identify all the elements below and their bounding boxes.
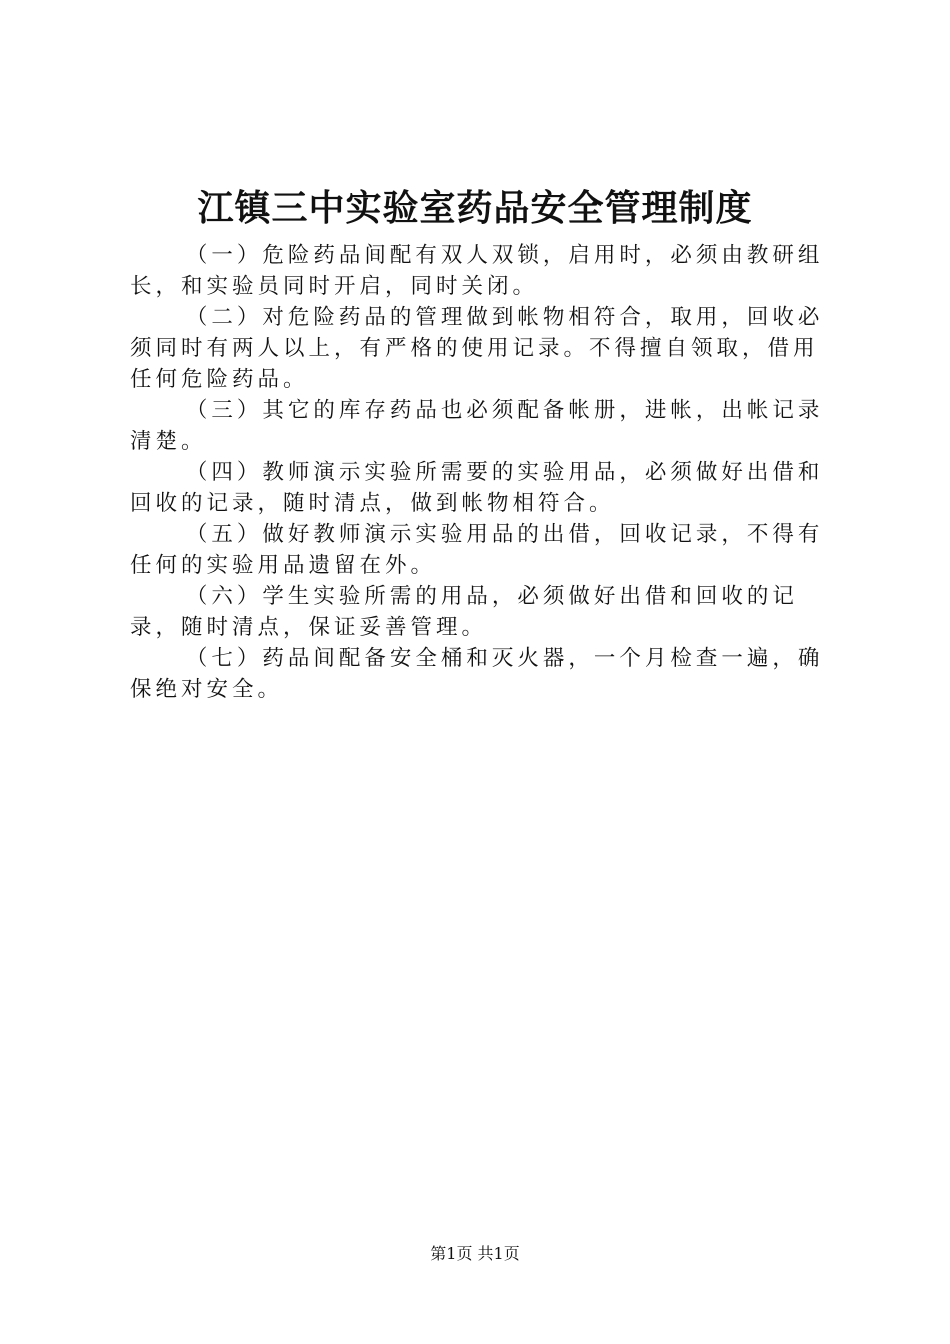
- page-footer: 第1页 共1页: [430, 1244, 520, 1263]
- paragraph-4: （四）教师演示实验所需要的实验用品，必须做好出借和回收的记录，随时清点，做到帐物相符合。: [130, 460, 824, 516]
- paragraph-1: （一）危险药品间配有双人双锁，启用时，必须由教研组长，和实验员同时开启，同时关闭。: [130, 243, 824, 299]
- paragraph-5: （五）做好教师演示实验用品的出借，回收记录，不得有任何的实验用品遗留在外。: [130, 522, 824, 578]
- paragraph-7: （七）药品间配备安全桶和灭火器，一个月检查一遍，确保绝对安全。: [130, 646, 824, 702]
- paragraph-6: （六）学生实验所需的用品，必须做好出借和回收的记录，随时清点，保证妥善管理。: [130, 584, 798, 640]
- document-title: 江镇三中实验室药品安全管理制度: [197, 187, 753, 229]
- paragraph-2: （二）对危险药品的管理做到帐物相符合，取用，回收必须同时有两人以上，有严格的使用记录。不得擅自领取，借用任何危险药品。: [130, 305, 824, 392]
- document-body: [130, 240, 834, 705]
- paragraph-3: （三）其它的库存药品也必须配备帐册，进帐，出帐记录清楚。: [130, 398, 824, 454]
